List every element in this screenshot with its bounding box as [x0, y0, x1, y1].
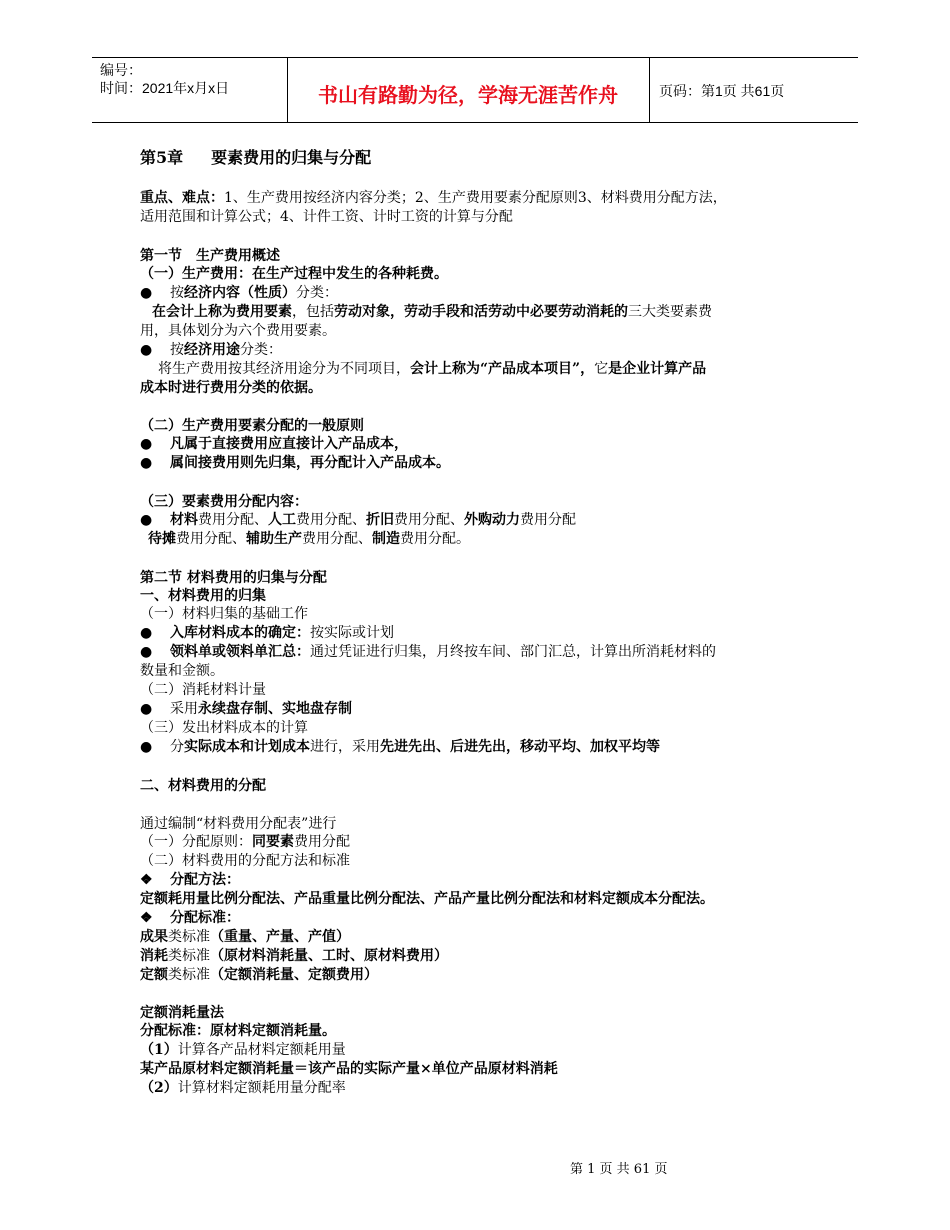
diamond-bullet-icon: ❖	[140, 872, 153, 888]
diamond-bullet-icon: ❖	[140, 910, 153, 926]
allocation-content-line-1: ● 材料费用分配、人工费用分配、折旧费用分配、外购动力费用分配	[140, 512, 576, 528]
bullet-dot-icon: ●	[140, 512, 153, 528]
section-2-s2: （二）消耗材料计量	[140, 682, 266, 698]
chapter-title	[140, 148, 371, 168]
chapter-number: 第5章	[140, 148, 184, 167]
bullet-dot-icon: ●	[140, 342, 153, 358]
section-1-sub-1: （一）生产费用：在生产过程中发生的各种耗费。	[140, 266, 448, 282]
method-label: ❖ 分配方法：	[140, 872, 240, 888]
doc-time: 时间：2021年x月x日	[100, 80, 230, 96]
quota-step-1: （1）计算各产品材料定额耗用量	[140, 1042, 346, 1058]
bullet-dot-icon: ●	[140, 644, 153, 660]
bullet-dot-icon: ●	[140, 455, 153, 471]
keypoints-line-1	[140, 189, 727, 207]
header-divider-right	[649, 57, 650, 122]
quota-method-title: 定额消耗量法	[140, 1005, 224, 1021]
section-2-s1: （一）材料归集的基础工作	[140, 606, 308, 622]
economic-use-para-2: 成本时进行费用分类的依据。	[140, 380, 322, 396]
section-2-s4: （一）分配原则：同要素费用分配	[140, 834, 350, 850]
economic-use-para-1: 将生产费用按其经济用途分为不同项目，会计上称为“产品成本项目”，它是企业计算产品	[158, 361, 707, 377]
header-top-rule	[92, 57, 858, 58]
bullet-economic-content: ● 按经济内容（性质）分类：	[140, 285, 338, 301]
quota-formula: 某产品原材料定额消耗量＝该产品的实际产量×单位产品原材料消耗	[140, 1061, 558, 1077]
economic-content-para-2: 用，具体划分为六个费用要素。	[140, 323, 336, 339]
standard-quota: 定额类标准（定额消耗量、定额费用）	[140, 967, 378, 983]
page-footer: 第 1 页 共 61 页	[570, 1162, 668, 1177]
allocation-content-line-2: 待摊费用分配、辅助生产费用分配、制造费用分配。	[148, 531, 470, 547]
item-inbound-cost: ● 入库材料成本的确定：按实际或计划	[140, 625, 394, 641]
bullet-dot-icon: ●	[140, 701, 153, 717]
header-bottom-rule	[92, 122, 858, 123]
method-text: 定额耗用量比例分配法、产品重量比例分配法、产品产量比例分配法和材料定额成本分配法。	[140, 891, 714, 907]
header-page-code: 页码：第1页 共61页	[659, 83, 785, 99]
standard-result: 成果类标准（重量、产量、产值）	[140, 929, 350, 945]
section-2-p3: 通过编制“材料费用分配表”进行	[140, 816, 337, 832]
section-2-h2: 二、材料费用的分配	[140, 778, 266, 794]
section-2-s3: （三）发出材料成本的计算	[140, 720, 308, 736]
keypoints-text-1: 1、生产费用按经济内容分类；2、生产费用要素分配原则3、材料费用分配方法，	[224, 190, 727, 206]
item-requisition-cont: 数量和金额。	[140, 663, 224, 679]
rule-indirect-cost: ● 属间接费用则先归集，再分配计入产品成本。	[140, 455, 450, 471]
section-2-s5: （二）材料费用的分配方法和标准	[140, 853, 350, 869]
item-issue-cost: ● 分实际成本和计划成本进行，采用先进先出、后进先出，移动平均、加权平均等	[140, 739, 660, 755]
bullet-dot-icon: ●	[140, 285, 153, 301]
keypoints-line-2: 适用范围和计算公式；4、计件工资、计时工资的计算与分配	[140, 209, 513, 225]
section-1-heading: 第一节 生产费用概述	[140, 248, 280, 264]
header-motto: 书山有路勤为径，学海无涯苦作舟	[318, 85, 618, 107]
quota-method-standard: 分配标准：原材料定额消耗量。	[140, 1023, 336, 1039]
section-2-h1: 一、材料费用的归集	[140, 588, 266, 604]
item-inventory-system: ● 采用永续盘存制、实地盘存制	[140, 701, 352, 717]
keypoints-label: 重点、难点：	[140, 190, 224, 206]
bullet-dot-icon: ●	[140, 625, 153, 641]
rule-direct-cost: ● 凡属于直接费用应直接计入产品成本，	[140, 436, 408, 452]
doc-number-label: 编号：	[100, 62, 142, 78]
item-requisition: ● 领料单或领料单汇总：通过凭证进行归集，月终按车间、部门汇总，计算出所消耗材料的	[140, 644, 716, 660]
section-1-sub-2: （二）生产费用要素分配的一般原则	[140, 418, 364, 434]
bullet-dot-icon: ●	[140, 436, 153, 452]
standard-consumption: 消耗类标准（原材料消耗量、工时、原材料费用）	[140, 948, 448, 964]
chapter-name: 要素费用的归集与分配	[211, 148, 372, 167]
bullet-dot-icon: ●	[140, 739, 153, 755]
bullet-economic-use: ● 按经济用途分类：	[140, 342, 282, 358]
section-1-sub-3: （三）要素费用分配内容：	[140, 494, 308, 510]
economic-content-para-1: 在会计上称为费用要素，包括劳动对象，劳动手段和活劳动中必要劳动消耗的三大类要素费	[152, 304, 712, 320]
quota-step-2: （2）计算材料定额耗用量分配率	[140, 1080, 346, 1096]
standard-label: ❖ 分配标准：	[140, 910, 240, 926]
section-2-heading: 第二节 材料费用的归集与分配	[140, 570, 327, 586]
